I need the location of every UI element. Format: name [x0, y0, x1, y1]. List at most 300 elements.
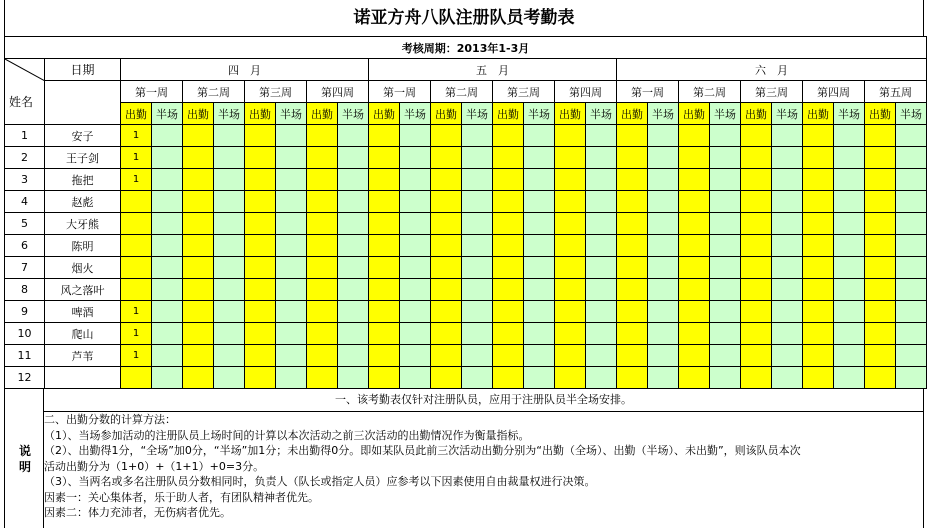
half-cell: [214, 367, 245, 389]
attend-cell: [121, 367, 152, 389]
attend-cell: [493, 367, 524, 389]
half-header: 半场: [214, 103, 245, 125]
week-header: 第三周: [741, 81, 803, 103]
member-row: [5, 301, 927, 323]
half-cell: [338, 169, 369, 191]
half-cell: [586, 213, 617, 235]
attend-cell: [245, 279, 276, 301]
half-cell: [400, 169, 431, 191]
half-cell: [586, 279, 617, 301]
attend-header: 出勤: [493, 103, 524, 125]
half-cell: [152, 367, 183, 389]
half-cell: [214, 213, 245, 235]
month-header-row: [5, 59, 927, 81]
half-cell: [834, 191, 865, 213]
half-cell: [710, 257, 741, 279]
month-header: 四 月: [121, 59, 369, 81]
attend-cell: [803, 279, 834, 301]
attend-cell: [865, 147, 896, 169]
half-cell: [772, 235, 803, 257]
attend-cell: [741, 345, 772, 367]
attend-cell: [493, 301, 524, 323]
half-cell: [152, 213, 183, 235]
name-header: 姓名: [9, 95, 34, 109]
half-cell: [276, 367, 307, 389]
half-cell: [648, 367, 679, 389]
member-row: [5, 235, 927, 257]
attend-cell: [865, 345, 896, 367]
row-number: 10: [5, 323, 45, 345]
half-cell: [834, 301, 865, 323]
half-header: 半场: [648, 103, 679, 125]
attend-cell: [803, 345, 834, 367]
half-header: 半场: [338, 103, 369, 125]
attend-cell: [307, 147, 338, 169]
attend-cell: [865, 213, 896, 235]
attend-header: 出勤: [803, 103, 834, 125]
attend-cell: [307, 323, 338, 345]
half-cell: [400, 191, 431, 213]
half-cell: [896, 213, 927, 235]
half-cell: [152, 147, 183, 169]
attend-cell: [865, 279, 896, 301]
attend-cell: [741, 367, 772, 389]
attend-cell: [307, 169, 338, 191]
note-line-6: （3）、当两名或多名注册队员分数相同时，负责人（队长或指定人员）应参考以下因素使用自由裁量权进行决策。: [44, 475, 596, 488]
half-cell: [710, 125, 741, 147]
attend-cell: [183, 301, 214, 323]
attend-cell: [245, 323, 276, 345]
attend-cell: [679, 301, 710, 323]
attend-cell: [617, 345, 648, 367]
half-header: 半场: [710, 103, 741, 125]
half-cell: [214, 191, 245, 213]
half-cell: [710, 279, 741, 301]
half-cell: [834, 323, 865, 345]
half-cell: [400, 213, 431, 235]
week-header: 第二周: [431, 81, 493, 103]
member-name: 王子剑: [45, 147, 121, 169]
attend-cell: [865, 125, 896, 147]
half-cell: [400, 147, 431, 169]
attend-cell: [245, 125, 276, 147]
half-cell: [710, 345, 741, 367]
week-header: 第二周: [183, 81, 245, 103]
month-header: 六 月: [617, 59, 927, 81]
attend-cell: [803, 147, 834, 169]
half-cell: [710, 367, 741, 389]
half-cell: [648, 213, 679, 235]
attend-cell: [369, 213, 400, 235]
attend-cell: [493, 213, 524, 235]
half-cell: [462, 257, 493, 279]
half-cell: [338, 301, 369, 323]
week-header: 第三周: [245, 81, 307, 103]
half-cell: [834, 345, 865, 367]
attend-cell: [245, 213, 276, 235]
period-row: [5, 37, 927, 59]
date-header-filler: [45, 81, 121, 125]
attend-cell: [865, 301, 896, 323]
half-cell: [214, 169, 245, 191]
attend-header: 出勤: [121, 103, 152, 125]
member-name: 赵彪: [45, 191, 121, 213]
attend-cell: [245, 301, 276, 323]
half-cell: [524, 345, 555, 367]
attend-cell: [555, 323, 586, 345]
attend-cell: [679, 279, 710, 301]
half-cell: [338, 345, 369, 367]
half-cell: [276, 345, 307, 367]
week-header: 第一周: [121, 81, 183, 103]
half-cell: [462, 235, 493, 257]
attend-cell: [369, 301, 400, 323]
attend-cell: [431, 147, 462, 169]
period-cell: 考核周期：2013年1-3月: [5, 37, 927, 59]
attend-cell: [617, 257, 648, 279]
attend-cell: [679, 191, 710, 213]
half-cell: [338, 191, 369, 213]
half-cell: [648, 169, 679, 191]
attend-cell: [431, 367, 462, 389]
diagonal-line: [5, 59, 45, 125]
half-cell: [772, 345, 803, 367]
week-header: 第一周: [617, 81, 679, 103]
attend-cell: [741, 257, 772, 279]
half-header: 半场: [834, 103, 865, 125]
half-cell: [896, 147, 927, 169]
half-cell: [400, 279, 431, 301]
date-header: 日期: [45, 59, 121, 81]
attend-cell: [803, 125, 834, 147]
half-cell: [400, 301, 431, 323]
attend-cell: [369, 345, 400, 367]
attend-cell: [803, 169, 834, 191]
attend-cell: [865, 169, 896, 191]
half-cell: [338, 213, 369, 235]
half-cell: [524, 323, 555, 345]
attend-cell: [493, 235, 524, 257]
half-cell: [276, 257, 307, 279]
attend-cell: [679, 345, 710, 367]
week-header: 第二周: [679, 81, 741, 103]
half-cell: [400, 367, 431, 389]
attend-cell: [121, 257, 152, 279]
attend-cell: [617, 191, 648, 213]
row-number: 7: [5, 257, 45, 279]
half-cell: [152, 191, 183, 213]
half-cell: [462, 279, 493, 301]
attend-cell: [183, 367, 214, 389]
member-name: 芦苇: [45, 345, 121, 367]
explain-label-cell: [4, 388, 44, 528]
half-cell: [896, 301, 927, 323]
attend-cell: [741, 279, 772, 301]
row-number: 4: [5, 191, 45, 213]
half-cell: [648, 345, 679, 367]
half-cell: [524, 257, 555, 279]
sheet-title: 诺亚方舟八队注册队员考勤表: [4, 0, 924, 36]
half-cell: [462, 125, 493, 147]
attend-cell: [679, 147, 710, 169]
half-cell: [834, 235, 865, 257]
attend-cell: [183, 125, 214, 147]
half-cell: [834, 257, 865, 279]
month-header: 五 月: [369, 59, 617, 81]
half-cell: [772, 191, 803, 213]
half-cell: [772, 125, 803, 147]
half-cell: [648, 147, 679, 169]
sub-header-row: [5, 103, 927, 125]
half-cell: [648, 279, 679, 301]
attend-header: 出勤: [555, 103, 586, 125]
attend-cell: [493, 279, 524, 301]
member-name: 啤酒: [45, 301, 121, 323]
attend-cell: [741, 191, 772, 213]
attend-cell: [183, 257, 214, 279]
attend-cell: [183, 191, 214, 213]
attend-cell: 1: [121, 169, 152, 191]
attend-cell: [493, 169, 524, 191]
half-cell: [214, 345, 245, 367]
attend-cell: [617, 169, 648, 191]
half-cell: [462, 345, 493, 367]
attend-cell: 1: [121, 147, 152, 169]
attend-cell: [183, 279, 214, 301]
row-number: 11: [5, 345, 45, 367]
half-cell: [710, 235, 741, 257]
member-row: [5, 257, 927, 279]
half-cell: [400, 235, 431, 257]
attend-cell: [555, 257, 586, 279]
half-cell: [834, 147, 865, 169]
attend-cell: [865, 323, 896, 345]
attend-cell: [865, 235, 896, 257]
half-cell: [462, 169, 493, 191]
attend-cell: [183, 169, 214, 191]
half-cell: [338, 235, 369, 257]
row-number: 6: [5, 235, 45, 257]
half-header: 半场: [400, 103, 431, 125]
attend-cell: [369, 367, 400, 389]
note-line-7: 因素一：关心集体者，乐于助人者，有团队精神者优先。: [44, 490, 319, 504]
half-cell: [276, 213, 307, 235]
half-cell: [338, 147, 369, 169]
member-name: 烟火: [45, 257, 121, 279]
attend-cell: [307, 191, 338, 213]
attend-cell: [431, 345, 462, 367]
half-cell: [152, 125, 183, 147]
attend-cell: [493, 191, 524, 213]
row-number: 9: [5, 301, 45, 323]
attend-header: 出勤: [307, 103, 338, 125]
member-row: [5, 323, 927, 345]
attend-cell: [555, 147, 586, 169]
half-cell: [214, 235, 245, 257]
note-line-4: （2）、出勤得1分，“全场”加0分，“半场”加1分；未出勤得0分。即如某队员此前三次活动出勤分别为“出勤（全场）、出勤（半场）、未出勤”，则该队员本次: [44, 444, 801, 457]
row-number: 1: [5, 125, 45, 147]
attend-cell: [679, 235, 710, 257]
week-header: 第三周: [493, 81, 555, 103]
half-header: 半场: [586, 103, 617, 125]
attend-cell: [741, 301, 772, 323]
attend-cell: [493, 323, 524, 345]
attend-header: 出勤: [741, 103, 772, 125]
half-cell: [710, 213, 741, 235]
attend-cell: [679, 257, 710, 279]
half-cell: [462, 147, 493, 169]
attend-cell: [555, 191, 586, 213]
half-cell: [152, 279, 183, 301]
attend-cell: [121, 279, 152, 301]
half-cell: [400, 323, 431, 345]
attend-cell: 1: [121, 345, 152, 367]
attend-cell: [741, 147, 772, 169]
attend-cell: [741, 213, 772, 235]
member-row: [5, 125, 927, 147]
week-header: 第四周: [803, 81, 865, 103]
half-cell: [462, 367, 493, 389]
half-cell: [772, 169, 803, 191]
half-cell: [462, 301, 493, 323]
week-header: 第四周: [307, 81, 369, 103]
attend-cell: [555, 169, 586, 191]
attend-header: 出勤: [245, 103, 276, 125]
attend-cell: [183, 213, 214, 235]
attend-cell: [679, 323, 710, 345]
row-number: 12: [5, 367, 45, 389]
half-cell: [524, 279, 555, 301]
half-cell: [152, 323, 183, 345]
half-cell: [462, 323, 493, 345]
attend-cell: [741, 169, 772, 191]
explain-label: 说明: [18, 444, 31, 474]
attend-cell: 1: [121, 301, 152, 323]
half-cell: [710, 147, 741, 169]
member-row: [5, 213, 927, 235]
half-cell: [152, 345, 183, 367]
half-cell: [896, 191, 927, 213]
half-cell: [338, 323, 369, 345]
attend-cell: [865, 191, 896, 213]
half-cell: [586, 147, 617, 169]
attend-cell: [865, 367, 896, 389]
attend-cell: [493, 345, 524, 367]
half-cell: [896, 279, 927, 301]
note-line-1: 一、该考勤表仅针对注册队员，应用于注册队员半全场安排。: [44, 388, 924, 412]
member-row: [5, 345, 927, 367]
half-cell: [710, 169, 741, 191]
attend-cell: [617, 279, 648, 301]
attend-cell: [245, 257, 276, 279]
attend-cell: [369, 235, 400, 257]
attend-header: 出勤: [431, 103, 462, 125]
half-cell: [586, 345, 617, 367]
half-cell: [152, 301, 183, 323]
member-name: 大牙熊: [45, 213, 121, 235]
half-cell: [648, 301, 679, 323]
member-name: 风之落叶: [45, 279, 121, 301]
half-header: 半场: [524, 103, 555, 125]
half-cell: [772, 213, 803, 235]
row-number: 3: [5, 169, 45, 191]
attend-cell: [431, 301, 462, 323]
attend-cell: [679, 213, 710, 235]
half-cell: [648, 125, 679, 147]
attend-cell: [369, 323, 400, 345]
attend-cell: [245, 191, 276, 213]
attend-cell: [307, 345, 338, 367]
half-cell: [400, 125, 431, 147]
attend-cell: [245, 345, 276, 367]
attend-header: 出勤: [865, 103, 896, 125]
half-cell: [214, 147, 245, 169]
week-header: 第一周: [369, 81, 431, 103]
half-cell: [834, 279, 865, 301]
attend-cell: [679, 367, 710, 389]
attend-cell: [803, 301, 834, 323]
attend-cell: [617, 301, 648, 323]
attend-cell: [431, 235, 462, 257]
half-cell: [772, 147, 803, 169]
half-cell: [524, 235, 555, 257]
half-cell: [648, 191, 679, 213]
attend-cell: [121, 235, 152, 257]
member-row: [5, 367, 927, 389]
note-line-3: （1）、当场参加活动的注册队员上场时间的计算以本次活动之前三次活动的出勤情况作为衡量指标。: [44, 428, 530, 442]
attend-cell: [741, 323, 772, 345]
attend-cell: [555, 345, 586, 367]
half-cell: [276, 125, 307, 147]
attend-cell: [369, 125, 400, 147]
attend-cell: [431, 125, 462, 147]
attend-header: 出勤: [369, 103, 400, 125]
half-cell: [214, 301, 245, 323]
attend-cell: [617, 125, 648, 147]
half-cell: [586, 257, 617, 279]
attend-cell: [369, 169, 400, 191]
attend-cell: [555, 235, 586, 257]
half-cell: [400, 257, 431, 279]
attend-cell: [369, 147, 400, 169]
half-header: 半场: [896, 103, 927, 125]
half-cell: [276, 169, 307, 191]
attend-header: 出勤: [679, 103, 710, 125]
member-name: [45, 367, 121, 389]
half-cell: [338, 367, 369, 389]
member-name: 爬山: [45, 323, 121, 345]
half-cell: [524, 125, 555, 147]
half-cell: [338, 279, 369, 301]
attend-cell: [617, 147, 648, 169]
half-cell: [586, 235, 617, 257]
week-header: 第五周: [865, 81, 927, 103]
half-cell: [772, 367, 803, 389]
half-cell: [772, 257, 803, 279]
half-cell: [710, 323, 741, 345]
attend-cell: [431, 169, 462, 191]
member-name: 陈明: [45, 235, 121, 257]
attend-cell: [493, 257, 524, 279]
attend-header: 出勤: [617, 103, 648, 125]
half-cell: [896, 235, 927, 257]
attend-cell: [679, 169, 710, 191]
half-cell: [896, 169, 927, 191]
notes-block: [44, 412, 924, 521]
half-cell: [772, 301, 803, 323]
week-header-row: [5, 81, 927, 103]
half-cell: [214, 279, 245, 301]
